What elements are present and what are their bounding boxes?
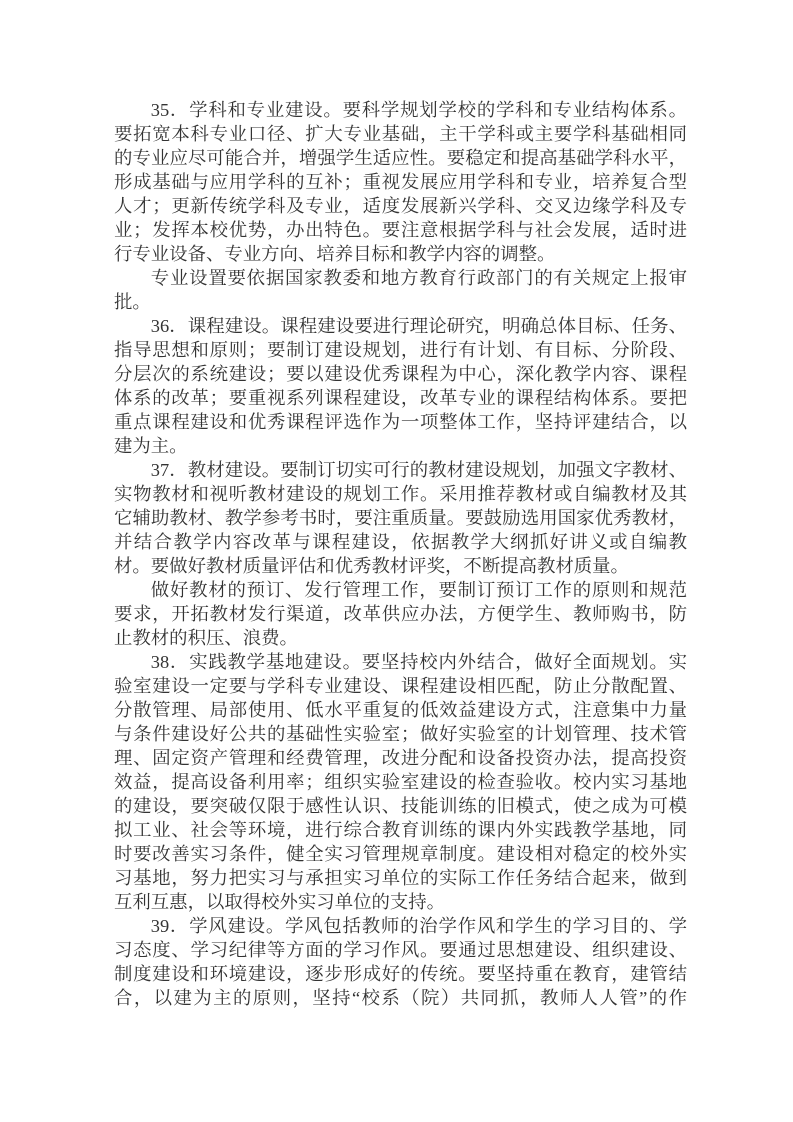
text-line: 分层次的系统建设；要以建设优秀课程为中心，深化教学内容、课程 xyxy=(114,364,687,384)
text-line: 制度建设和环境建设，逐步形成好的传统。要坚持重在教育，建管结 xyxy=(114,964,687,984)
text-line: 人才；更新传统学科及专业，适度发展新兴学科、交叉边缘学科及专 xyxy=(114,196,687,216)
text-line: 36．课程建设。课程建设要进行理论研究，明确总体目标、任务、 xyxy=(150,316,687,336)
text-line: 与条件建设好公共的基础性实验室；做好实验室的计划管理、技术管 xyxy=(114,724,687,744)
text-line: 行专业设备、专业方向、培养目标和教学内容的调整。 xyxy=(114,244,556,264)
text-line: 互利互惠，以取得校外实习单位的支持。 xyxy=(114,892,446,912)
paragraph-item-39 xyxy=(114,914,687,1010)
text-line: 材。要做好教材质量评估和优秀教材评奖，不断提高教材质量。 xyxy=(114,556,629,576)
text-line: 并结合教学内容改革与课程建设，依据教学大纲抓好讲义或自编教 xyxy=(114,532,687,552)
text-line: 批。 xyxy=(114,292,151,312)
text-line: 时要改善实习条件，健全实习管理规章制度。建设相对稳定的校外实 xyxy=(114,844,687,864)
text-line: 38．实践教学基地建设。要坚持校内外结合，做好全面规划。实 xyxy=(150,652,687,672)
text-line: 做好教材的预订、发行管理工作，要制订预订工作的原则和规范 xyxy=(150,580,687,600)
text-line: 35．学科和专业建设。要科学规划学校的学科和专业结构体系。 xyxy=(150,100,687,120)
text-line: 止教材的积压、浪费。 xyxy=(114,628,298,648)
text-line: 要拓宽本科专业口径、扩大专业基础，主干学科或主要学科基础相同 xyxy=(114,124,687,144)
paragraph-item-35 xyxy=(114,98,687,266)
text-line: 习基地，努力把实习与承担实习单位的实际工作任务结合起来，做到 xyxy=(114,868,687,888)
text-line: 体系的改革；要重视系列课程建设，改革专业的课程结构体系。要把 xyxy=(114,388,687,408)
paragraph-item-37 xyxy=(114,458,687,578)
text-line: 建为主。 xyxy=(114,436,188,456)
paragraph-item-36 xyxy=(114,314,687,458)
text-line: 它辅助教材、教学参考书时，要注重质量。要鼓励选用国家优秀教材， xyxy=(114,508,687,528)
text-line: 指导思想和原则；要制订建设规划，进行有计划、有目标、分阶段、 xyxy=(114,340,687,360)
text-line: 分散管理、局部使用、低水平重复的低效益建设方式，注意集中力量 xyxy=(114,700,687,720)
text-line: 拟工业、社会等环境，进行综合教育训练的课内外实践教学基地，同 xyxy=(114,820,687,840)
paragraph-ordering-note xyxy=(114,578,687,650)
text-line: 习态度、学习纪律等方面的学习作风。要通过思想建设、组织建设、 xyxy=(114,940,687,960)
text-line: 的专业应尽可能合并，增强学生适应性。要稳定和提高基础学科水平， xyxy=(114,148,687,168)
text-line: 验室建设一定要与学科专业建设、课程建设相匹配，防止分散配置、 xyxy=(114,676,687,696)
paragraph-item-38 xyxy=(114,650,687,914)
paragraph-approval-note xyxy=(114,266,687,314)
text-line: 的建设，要突破仅限于感性认识、技能训练的旧模式，使之成为可模 xyxy=(114,796,687,816)
text-line: 实物教材和视听教材建设的规划工作。采用推荐教材或自编教材及其 xyxy=(114,484,687,504)
text-line: 业；发挥本校优势，办出特色。要注意根据学科与社会发展，适时进 xyxy=(114,220,687,240)
text-line: 39．学风建设。学风包括教师的治学作风和学生的学习目的、学 xyxy=(150,916,687,936)
text-line: 37．教材建设。要制订切实可行的教材建设规划，加强文字教材、 xyxy=(150,460,687,480)
text-line: 形成基础与应用学科的互补；重视发展应用学科和专业，培养复合型 xyxy=(114,172,687,192)
text-line: 重点课程建设和优秀课程评选作为一项整体工作，坚持评建结合，以 xyxy=(114,412,687,432)
text-line: 要求，开拓教材发行渠道，改革供应办法，方便学生、教师购书，防 xyxy=(114,604,687,624)
text-line: 合，以建为主的原则，坚持“校系（院）共同抓，教师人人管”的作 xyxy=(114,988,687,1008)
text-line: 效益，提高设备利用率；组织实验室建设的检查验收。校内实习基地 xyxy=(114,772,687,792)
text-line: 理、固定资产管理和经费管理，改进分配和设备投资办法，提高投资 xyxy=(114,748,687,768)
text-block xyxy=(114,98,687,1010)
text-line: 专业设置要依据国家教委和地方教育行政部门的有关规定上报审 xyxy=(150,268,687,288)
